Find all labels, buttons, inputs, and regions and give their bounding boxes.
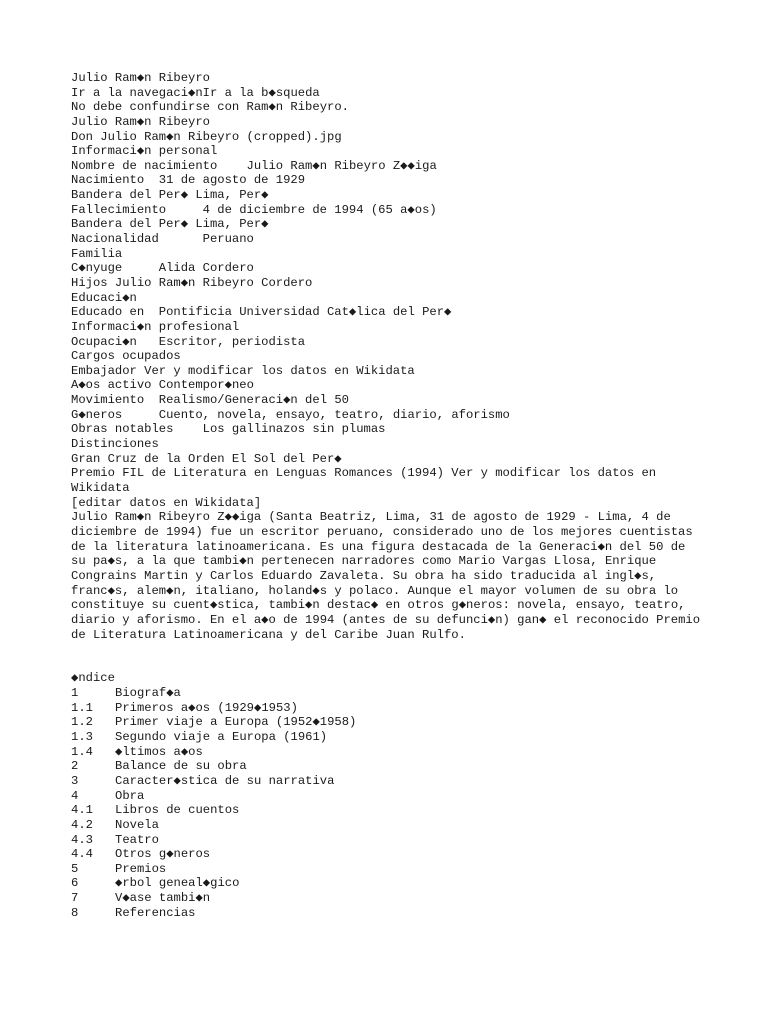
toc-item-number: 1.1	[71, 700, 93, 715]
toc-item-number: 1.4	[71, 744, 93, 759]
toc-item-number: 1.3	[71, 730, 93, 745]
intro-paragraph: Julio Ram◆n Ribeyro Z◆◆iga (Santa Beatriz, Lima, 31 de agosto de 1929 - Lima, 4 de diciembre de 1994) fue un escritor peruano, considerado uno de los mejores cuentistas de la literatura latinoamericana. Es una figura destacada de la Generaci◆n del 50 de su pa◆s, a la que tambi◆n pertenecen narradores como Mario Vargas Llosa, Enrique Congrains Martin y Carlos Eduardo Zavaleta. Su obra ha sido traducida al ingl◆s, franc◆s, alem◆n, italiano, holand◆s y polaco. Aunque el mayor volumen de su obra lo constituye su cuent◆stica, tambi◆n destac◆ en otros g◆neros: novela, ensayo, teatro, diario y aforismo. En el a◆o de 1994 (antes de su defunci◆n) gan◆ el reconocido Premio de Literatura Latinoamericana y del Caribe Juan Rulfo.	[71, 510, 701, 642]
toc-item-number: 4.2	[71, 817, 93, 832]
section-family: Familia	[71, 246, 123, 261]
toc-list	[71, 686, 701, 920]
toc-item[interactable]	[71, 759, 701, 774]
toc-item[interactable]	[71, 862, 701, 877]
toc-item[interactable]	[71, 774, 701, 789]
toc-item-label[interactable]: Novela	[115, 817, 159, 832]
infobox-years-active: A◆os activo Contempor◆neo	[71, 378, 254, 393]
toc-item-label[interactable]: Segundo viaje a Europa (1961)	[115, 730, 328, 745]
toc-item-label[interactable]: Libros de cuentos	[115, 803, 240, 818]
toc-item[interactable]	[71, 818, 701, 833]
disambiguation-note: No debe confundirse con Ram◆n Ribeyro.	[71, 100, 349, 115]
toc-item-label[interactable]: Caracter◆stica de su narrativa	[115, 773, 335, 788]
toc-item-number: 2	[71, 759, 79, 774]
toc-item-label[interactable]: V◆ase tambi◆n	[115, 891, 211, 906]
infobox-children: Hijos Julio Ram◆n Ribeyro Cordero	[71, 275, 313, 290]
infobox-image-caption: Don Julio Ram◆n Ribeyro (cropped).jpg	[71, 129, 342, 144]
toc-item[interactable]	[71, 686, 701, 701]
infobox-birth-date: Nacimiento 31 de agosto de 1929	[71, 173, 306, 188]
infobox-distinction-fil-award: Premio FIL de Literatura en Lenguas Romances (1994) Ver y modificar los datos en Wikidata	[71, 466, 657, 495]
toc-item[interactable]	[71, 715, 701, 730]
infobox-nationality: Nacionalidad Peruano	[71, 232, 254, 247]
toc-item-number: 6	[71, 876, 79, 891]
infobox-distinction-sol-del-peru: Gran Cruz de la Orden El Sol del Per◆	[71, 451, 342, 466]
toc-item-number: 1	[71, 686, 79, 701]
spacer	[71, 642, 701, 671]
toc-item[interactable]	[71, 803, 701, 818]
toc-item[interactable]	[71, 730, 701, 745]
infobox-ambassador[interactable]: Embajador Ver y modificar los datos en Wikidata	[71, 363, 415, 378]
section-education: Educaci◆n	[71, 290, 137, 305]
toc-item-label[interactable]: Otros g◆neros	[115, 847, 211, 862]
infobox-genres: G◆neros Cuento, novela, ensayo, teatro, diario, aforismo	[71, 407, 510, 422]
skip-navigation-links[interactable]: Ir a la navegaci◆nIr a la b◆squeda	[71, 85, 320, 100]
toc-item[interactable]	[71, 745, 701, 760]
toc-item-label[interactable]: Primer viaje a Europa (1952◆1958)	[115, 715, 357, 730]
toc-item-label[interactable]: Balance de su obra	[115, 759, 247, 774]
toc-item-label[interactable]: ◆rbol geneal◆gico	[115, 876, 240, 891]
toc-item[interactable]	[71, 701, 701, 716]
infobox-birth-name: Nombre de nacimiento Julio Ram◆n Ribeyro Z◆◆iga	[71, 158, 437, 173]
toc-item-number: 4.3	[71, 832, 93, 847]
toc-item[interactable]	[71, 906, 701, 921]
infobox-death-date: Fallecimiento 4 de diciembre de 1994 (65 a◆os)	[71, 202, 437, 217]
toc-item[interactable]	[71, 891, 701, 906]
toc-item-number: 7	[71, 891, 79, 906]
toc-item-label[interactable]: Referencias	[115, 905, 196, 920]
infobox-death-place: Bandera del Per◆ Lima, Per◆	[71, 217, 269, 232]
infobox-notable-works: Obras notables Los gallinazos sin plumas	[71, 422, 386, 437]
infobox-spouse: C◆nyuge Alida Cordero	[71, 261, 254, 276]
toc-item[interactable]	[71, 833, 701, 848]
toc-item-number: 8	[71, 905, 79, 920]
article-title: Julio Ram◆n Ribeyro	[71, 71, 210, 85]
infobox-occupation: Ocupaci◆n Escritor, periodista	[71, 334, 306, 349]
infobox-birth-place: Bandera del Per◆ Lima, Per◆	[71, 188, 269, 203]
toc-item-label[interactable]: Premios	[115, 861, 167, 876]
toc-item-number: 4	[71, 788, 79, 803]
infobox-educated-at: Educado en Pontificia Universidad Cat◆lica del Per◆	[71, 305, 452, 320]
header-block	[71, 71, 701, 159]
toc-item[interactable]	[71, 847, 701, 862]
section-positions-held: Cargos ocupados	[71, 349, 181, 364]
toc-item-number: 5	[71, 861, 79, 876]
toc-item[interactable]	[71, 876, 701, 891]
toc-item-number: 4.4	[71, 847, 93, 862]
edit-wikidata-link[interactable]: [editar datos en Wikidata]	[71, 495, 262, 510]
toc-item-number: 3	[71, 773, 79, 788]
toc-item-label[interactable]: Teatro	[115, 832, 159, 847]
section-personal-info: Informaci◆n personal	[71, 144, 218, 159]
document-page	[71, 71, 701, 920]
toc-item-label[interactable]: Biograf◆a	[115, 686, 181, 701]
section-professional-info: Informaci◆n profesional	[71, 319, 240, 334]
table-of-contents	[71, 671, 701, 920]
infobox-movement: Movimiento Realismo/Generaci◆n del 50	[71, 393, 349, 408]
toc-item[interactable]	[71, 789, 701, 804]
infobox-title: Julio Ram◆n Ribeyro	[71, 114, 210, 129]
toc-item-number: 1.2	[71, 715, 93, 730]
toc-title: ◆ndice	[71, 671, 115, 686]
section-distinctions: Distinciones	[71, 437, 159, 452]
infobox	[71, 159, 701, 510]
toc-item-label[interactable]: ◆ltimos a◆os	[115, 744, 203, 759]
toc-item-label[interactable]: Obra	[115, 788, 145, 803]
toc-item-number: 4.1	[71, 803, 93, 818]
toc-item-label[interactable]: Primeros a◆os (1929◆1953)	[115, 700, 298, 715]
